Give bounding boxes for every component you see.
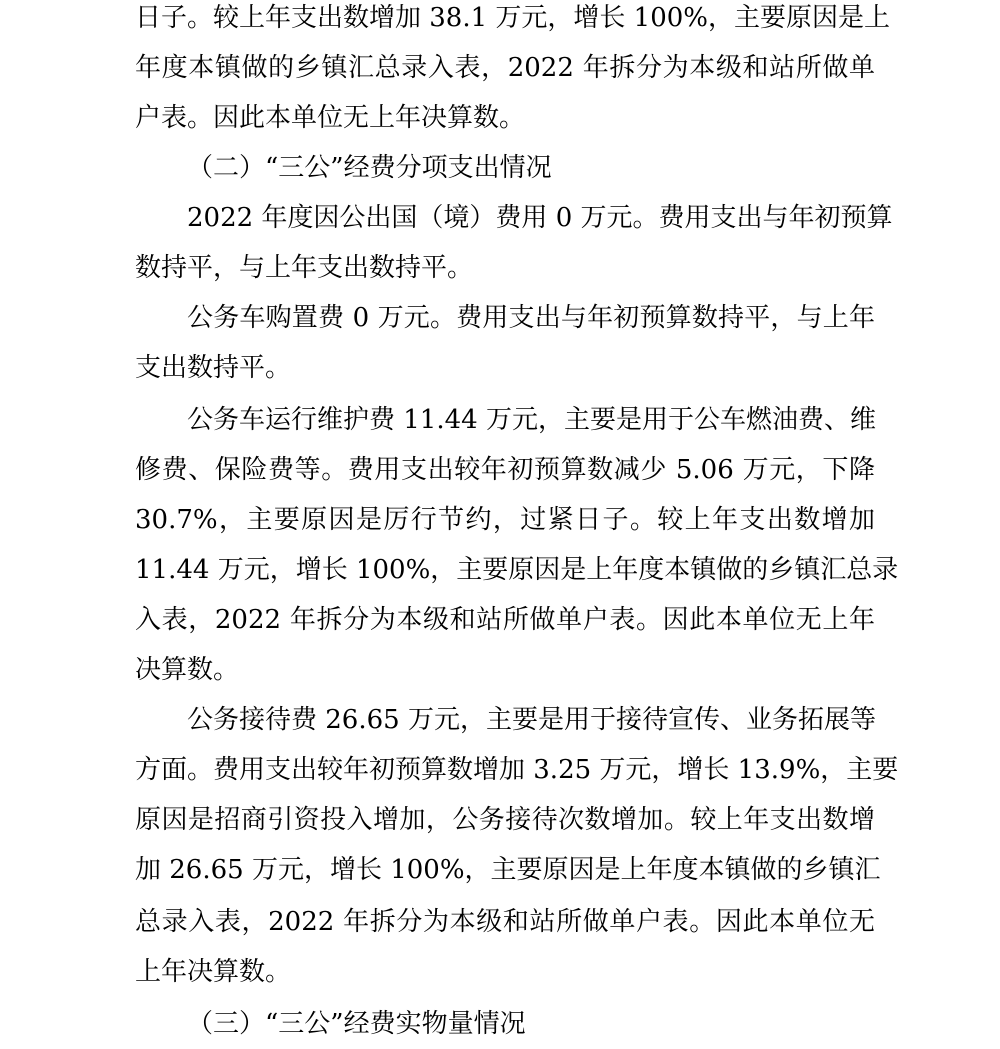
- paragraph-line: 日子。较上年支出数增加 38.1 万元，增长 100%，主要原因是上: [135, 3, 891, 33]
- paragraph-line: 公务接待费 26.65 万元，主要是用于接待宣传、业务拓展等: [187, 705, 876, 735]
- paragraph-line: 决算数。: [135, 655, 240, 685]
- section-heading-three: （三）“三公”经费实物量情况: [187, 1009, 526, 1039]
- paragraph-line: 上年决算数。: [135, 957, 292, 987]
- paragraph-line: 修费、保险费等。费用支出较年初预算数减少 5.06 万元，下降: [135, 455, 875, 485]
- paragraph-line: 加 26.65 万元，增长 100%，主要原因是上年度本镇做的乡镇汇: [135, 855, 881, 885]
- paragraph-line: 11.44 万元，增长 100%，主要原因是上年度本镇做的乡镇汇总录: [135, 555, 899, 585]
- paragraph-line: 户表。因此本单位无上年决算数。: [135, 103, 526, 133]
- paragraph-line: 数持平，与上年支出数持平。: [135, 253, 474, 283]
- section-heading-two: （二）“三公”经费分项支出情况: [187, 153, 552, 183]
- paragraph-line: 2022 年度因公出国（境）费用 0 万元。费用支出与年初预算: [187, 203, 893, 233]
- paragraph-line: 公务车购置费 0 万元。费用支出与年初预算数持平，与上年: [187, 303, 875, 333]
- paragraph-line: 总录入表，2022 年拆分为本级和站所做单户表。因此本单位无: [135, 907, 875, 937]
- paragraph-line: 公务车运行维护费 11.44 万元，主要是用于公车燃油费、维: [187, 405, 876, 435]
- paragraph-line: 方面。费用支出较年初预算数增加 3.25 万元，增长 13.9%，主要: [135, 755, 899, 785]
- paragraph-line: 30.7%，主要原因是厉行节约，过紧日子。较上年支出数增加: [135, 505, 875, 535]
- paragraph-line: 支出数持平。: [135, 353, 292, 383]
- paragraph-line: 入表，2022 年拆分为本级和站所做单户表。因此本单位无上年: [135, 605, 875, 635]
- paragraph-line: 原因是招商引资投入增加，公务接待次数增加。较上年支出数增: [135, 805, 875, 835]
- paragraph-line: 年度本镇做的乡镇汇总录入表，2022 年拆分为本级和站所做单: [135, 53, 875, 83]
